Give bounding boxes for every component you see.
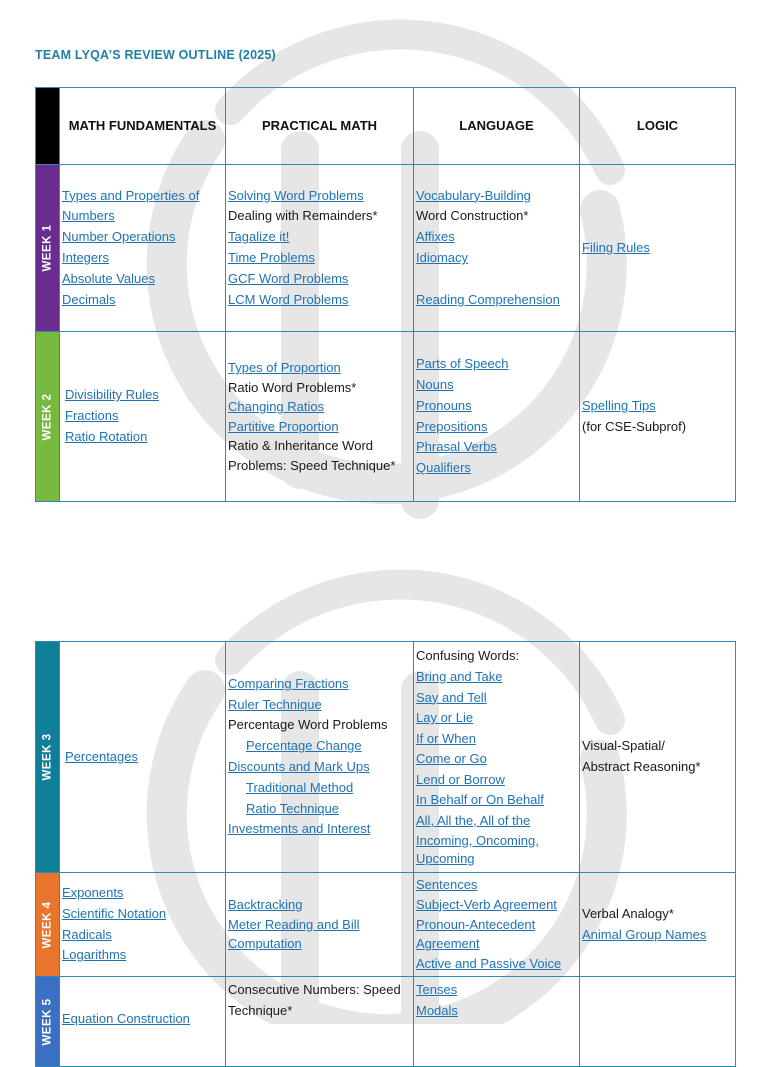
topic-link[interactable]: Animal Group Names	[582, 926, 707, 942]
topic-text: Dealing with Remainders*	[228, 208, 378, 224]
topic-link[interactable]: Comparing Fractions	[228, 675, 349, 691]
week-row-1	[36, 165, 736, 332]
week-label: WEEK 4	[41, 900, 54, 949]
practical-cell	[226, 873, 414, 977]
topic-link[interactable]: Tagalize it!	[228, 229, 290, 245]
week-label-cell	[36, 873, 60, 977]
week-label: WEEK 3	[41, 733, 54, 781]
topic-link[interactable]: Lend or Borrow	[416, 771, 505, 787]
topic-link[interactable]: Ratio Technique	[246, 800, 339, 816]
topic-text: (for CSE-Subprof)	[582, 418, 687, 434]
week-label: WEEK 5	[41, 997, 54, 1046]
topic-link[interactable]: Time Problems	[228, 250, 315, 265]
topic-link[interactable]: Active and Passive Voice	[416, 956, 562, 972]
topic-link[interactable]: Come or Go	[416, 751, 487, 767]
topic-link[interactable]: Radicals	[62, 926, 112, 942]
topic-link[interactable]: Types of Proportion	[228, 360, 341, 375]
math-cell	[60, 332, 226, 502]
topic-link[interactable]: Phrasal Verbs	[416, 439, 497, 455]
topic-link[interactable]: Absolute Values	[62, 270, 155, 286]
math-cell	[60, 873, 226, 977]
logic-cell	[580, 642, 736, 873]
language-cell	[414, 642, 580, 873]
topic-link[interactable]: Pronouns	[416, 397, 472, 413]
topic-link[interactable]: Investments and Interest	[228, 821, 371, 837]
topic-link[interactable]: Qualifiers	[416, 460, 471, 476]
topic-link[interactable]: Partitive Proportion	[228, 418, 339, 434]
topic-link[interactable]: Incoming, Oncoming, Upcoming	[416, 832, 539, 866]
topic-link[interactable]: Backtracking	[228, 897, 303, 913]
page-title: TEAM LYQA’S REVIEW OUTLINE (2025)	[35, 48, 276, 62]
practical-cell	[226, 165, 414, 332]
topic-link[interactable]: GCF Word Problems	[228, 270, 349, 286]
topic-link[interactable]: Say and Tell	[416, 689, 487, 705]
header-language: LANGUAGE	[414, 88, 580, 165]
outline-table-1	[35, 87, 736, 502]
topic-text: Confusing Words:	[416, 648, 520, 664]
week-row-2	[36, 332, 736, 502]
week-label-cell	[36, 165, 60, 332]
topic-link[interactable]: LCM Word Problems	[228, 291, 349, 307]
outline-table-2	[35, 641, 736, 1067]
header-logic: LOGIC	[580, 88, 736, 165]
week-row-5	[36, 977, 736, 1067]
language-cell	[414, 332, 580, 502]
topic-link[interactable]: Filing Rules	[582, 239, 650, 255]
topic-text: Visual-Spatial/	[582, 738, 665, 754]
topic-link[interactable]: Nouns	[416, 376, 454, 392]
practical-cell	[226, 642, 414, 873]
week-label-cell	[36, 332, 60, 502]
topic-link[interactable]: Decimals	[62, 291, 116, 307]
topic-link[interactable]: Affixes	[416, 229, 455, 245]
math-cell	[60, 642, 226, 873]
topic-link[interactable]: All, All the, All of the	[416, 813, 531, 829]
topic-link[interactable]: Divisibility Rules	[65, 387, 159, 403]
topic-link[interactable]: Bring and Take	[416, 668, 503, 684]
topic-link[interactable]: Fractions	[65, 408, 119, 424]
topic-link[interactable]: Percentage Change	[246, 738, 362, 754]
topic-link[interactable]: Solving Word Problems	[228, 187, 364, 203]
topic-link[interactable]: Lay or Lie	[416, 710, 474, 726]
topic-link[interactable]: Idiomacy	[416, 250, 469, 265]
topic-link[interactable]: Ratio Rotation	[65, 428, 148, 444]
topic-link[interactable]: Integers	[62, 250, 109, 265]
topic-link[interactable]: Reading Comprehension	[416, 291, 560, 307]
spacer	[416, 269, 577, 290]
topic-link[interactable]: Pronoun-Antecedent Agreement	[416, 916, 536, 952]
topic-link[interactable]: Types and Properties of Numbers	[62, 187, 200, 224]
topic-link[interactable]: Scientific Notation	[62, 905, 167, 921]
topic-link[interactable]: Equation Construction	[62, 1011, 190, 1026]
topic-link[interactable]: Subject-Verb Agreement	[416, 896, 557, 912]
topic-text: Abstract Reasoning*	[582, 759, 701, 774]
topic-text: Word Construction*	[416, 208, 529, 224]
header-row	[36, 88, 736, 165]
topic-link[interactable]: Prepositions	[416, 418, 488, 434]
topic-text: Ratio Word Problems*	[228, 379, 357, 395]
header-practical-math: PRACTICAL MATH	[226, 88, 414, 165]
language-cell	[414, 977, 580, 1067]
topic-link[interactable]: Exponents	[62, 884, 124, 900]
math-cell	[60, 165, 226, 332]
topic-link[interactable]: In Behalf or On Behalf	[416, 792, 544, 808]
week-label: WEEK 2	[41, 392, 54, 441]
logic-cell	[580, 332, 736, 502]
topic-link[interactable]: Sentences	[416, 877, 478, 892]
header-corner	[36, 88, 60, 165]
topic-link[interactable]: Modals	[416, 1002, 458, 1018]
topic-link[interactable]: If or When	[416, 730, 476, 746]
language-cell	[414, 873, 580, 977]
topic-link[interactable]: Discounts and Mark Ups	[228, 759, 370, 774]
practical-cell	[226, 977, 414, 1067]
week-label-cell	[36, 642, 60, 873]
topic-link[interactable]: Logarithms	[62, 947, 127, 963]
language-cell	[414, 165, 580, 332]
topic-link[interactable]: Traditional Method	[246, 779, 354, 795]
week-row-4	[36, 873, 736, 977]
topic-text: Percentage Word Problems	[228, 717, 388, 733]
topic-link[interactable]: Vocabulary-Building	[416, 187, 531, 203]
week-label-cell	[36, 977, 60, 1067]
logic-cell	[580, 977, 736, 1067]
topic-link[interactable]: Percentages	[65, 748, 138, 764]
topic-text: Ratio & Inheritance Word Problems: Speed Technique*	[228, 438, 396, 473]
math-cell	[60, 977, 226, 1067]
topic-link[interactable]: Spelling Tips	[582, 397, 656, 413]
logic-cell	[580, 165, 736, 332]
topic-link[interactable]: Ruler Technique	[228, 696, 322, 712]
topic-link[interactable]: Changing Ratios	[228, 399, 325, 414]
logic-cell	[580, 873, 736, 977]
topic-link[interactable]: Number Operations	[62, 229, 176, 245]
week-label: WEEK 1	[41, 224, 54, 272]
header-math-fundamentals: MATH FUNDAMENTALS	[60, 88, 226, 165]
topic-text: Verbal Analogy*	[582, 905, 674, 921]
topic-text: Consecutive Numbers: Speed Technique*	[228, 982, 401, 1018]
topic-link[interactable]: Parts of Speech	[416, 356, 509, 372]
week-row-3	[36, 642, 736, 873]
topic-link[interactable]: Meter Reading and Bill Computation	[228, 916, 360, 952]
topic-link[interactable]: Tenses	[416, 982, 458, 997]
practical-cell	[226, 332, 414, 502]
